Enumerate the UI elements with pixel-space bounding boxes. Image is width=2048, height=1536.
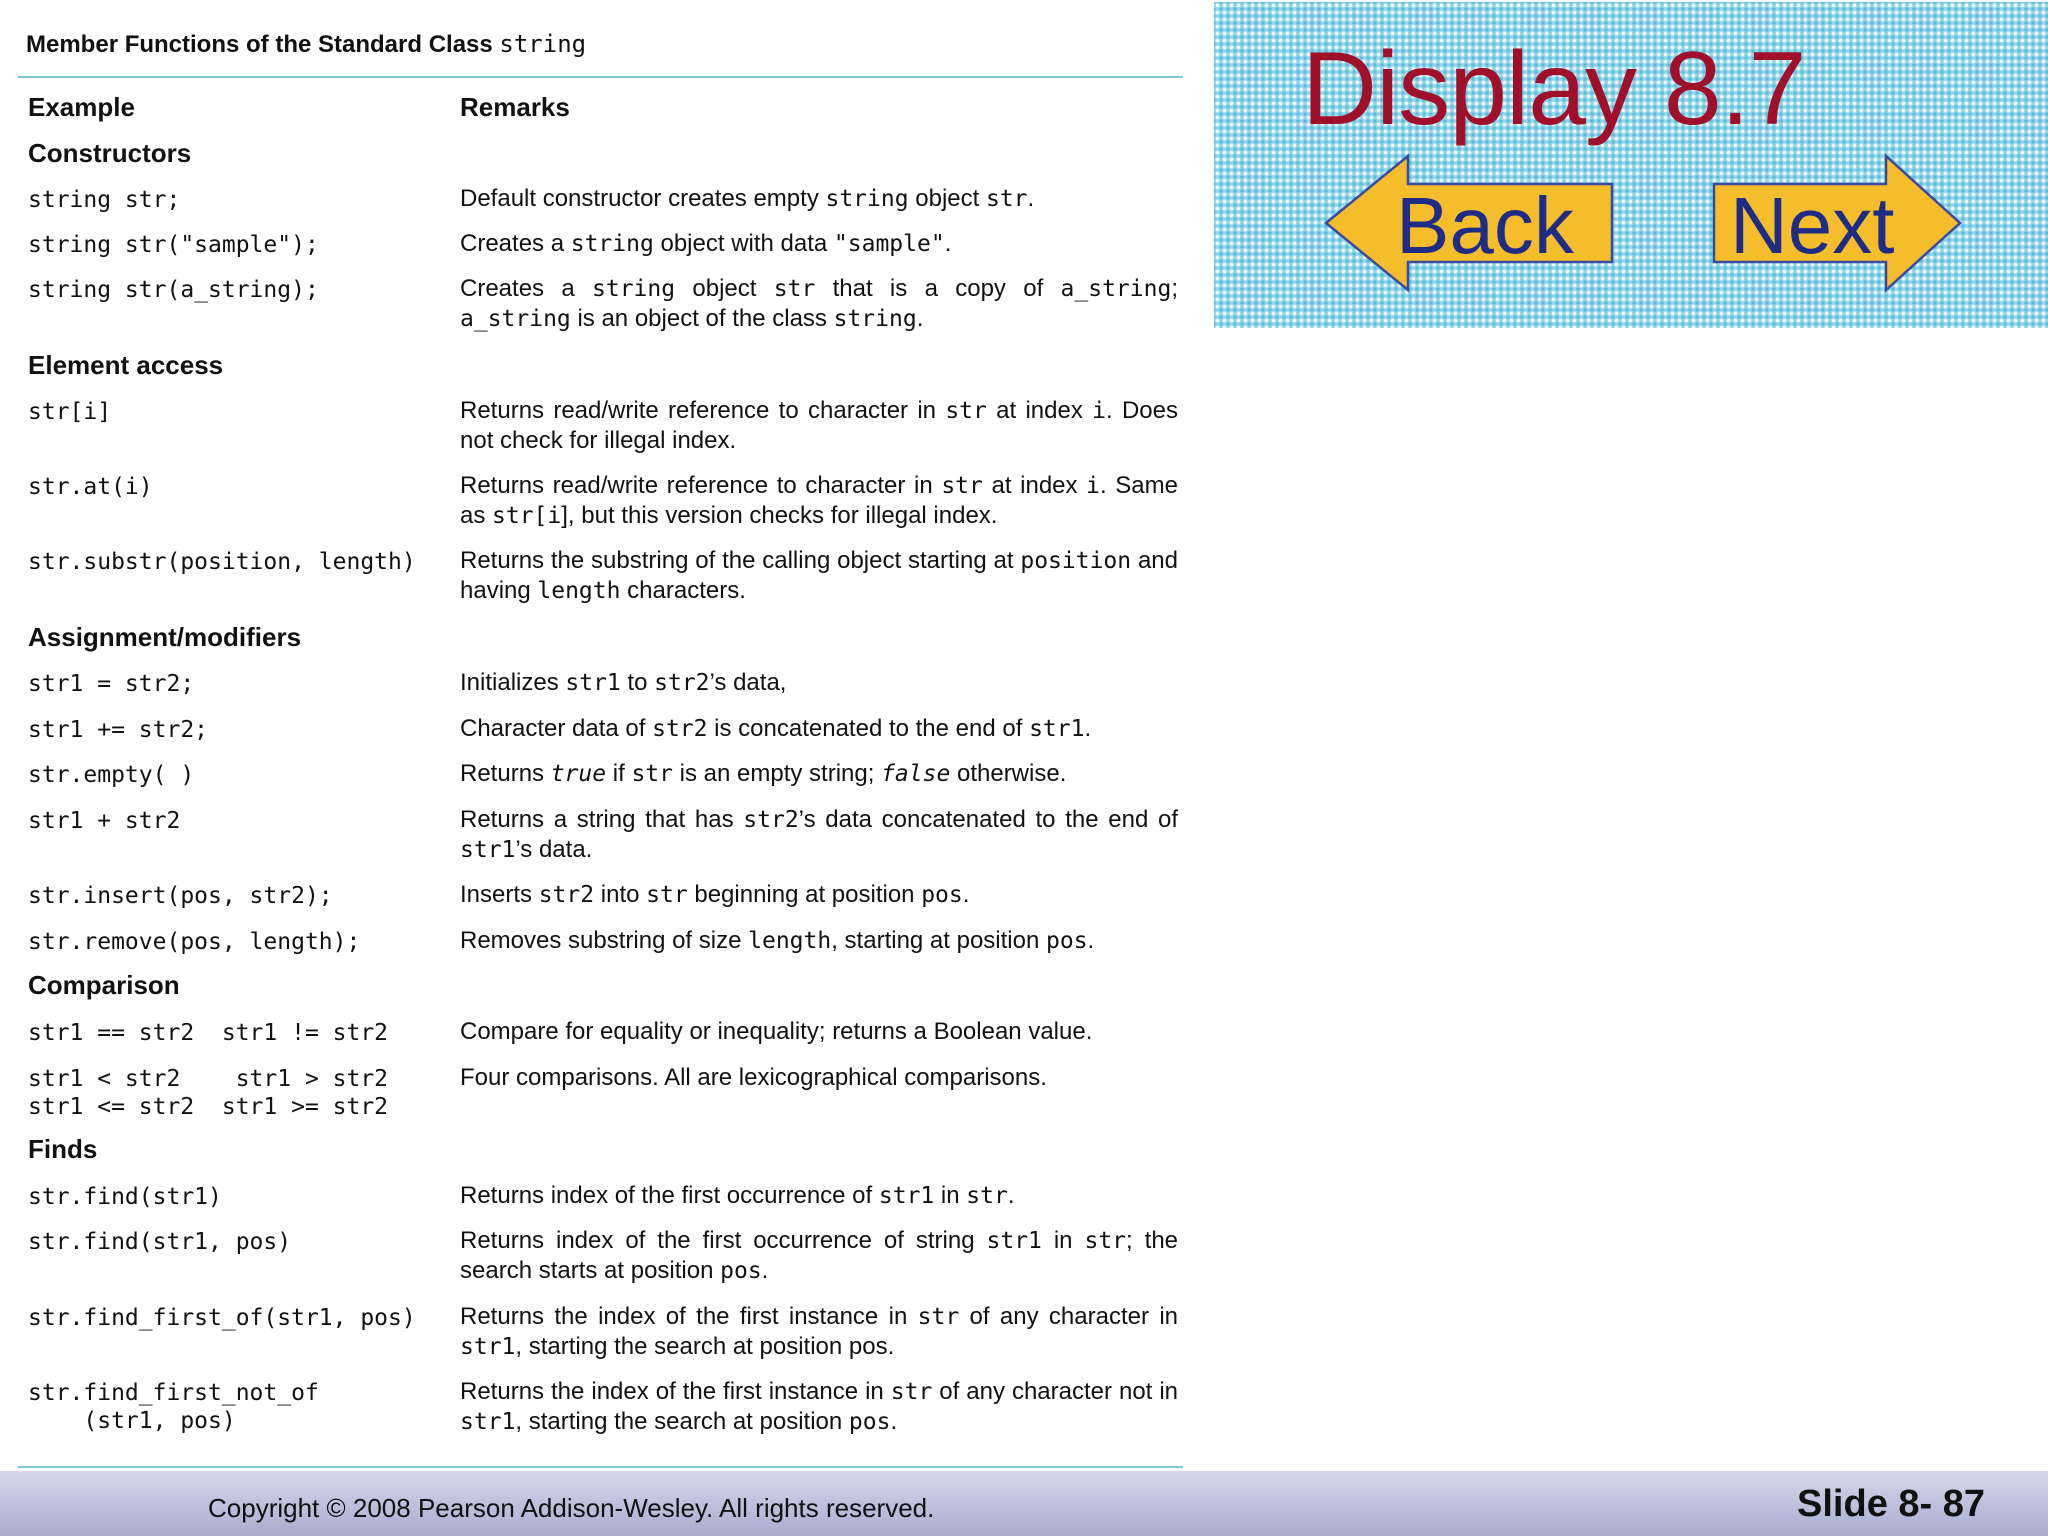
row-remark: Four comparisons. All are lexicographical comparisons.	[460, 1064, 1047, 1091]
row-remark: Character data of str2 is concatenated to the end of str1.	[460, 715, 1092, 742]
code-token: "sample"	[833, 231, 945, 257]
code-token: false	[881, 761, 951, 787]
code-token: str1	[565, 670, 621, 696]
code-token: str1	[460, 837, 516, 863]
row-example: str.find(str1)	[28, 1184, 222, 1210]
row-example: str1 < str2 str1 > str2 str1 <= str2 str1 >= str2	[28, 1066, 389, 1120]
row-remark: Returns true if str is an empty string; false otherwise.	[460, 760, 1067, 787]
code-token: string	[570, 231, 654, 257]
row-remark: Returns read/write reference to character in str at index i. Does not check for illegal index.	[460, 397, 1178, 454]
code-token: i	[1092, 398, 1106, 424]
row-remark: Inserts str2 into str beginning at position pos.	[460, 881, 970, 908]
row-example: str[i]	[28, 399, 112, 425]
back-label: Back	[1396, 181, 1574, 270]
copyright-text: Copyright © 2008 Pearson Addison-Wesley. All rights reserved.	[208, 1493, 935, 1523]
row-remark: Returns the substring of the calling object starting at position and having length characters.	[460, 547, 1178, 604]
table-title	[26, 30, 586, 59]
slide-number: Slide 8- 87	[1797, 1483, 1985, 1525]
code-token: str	[890, 1379, 933, 1405]
code-token: pos	[848, 1409, 891, 1435]
code-token: str	[773, 276, 816, 302]
header-example: Example	[28, 92, 135, 122]
code-token: position	[1020, 548, 1132, 574]
row-remark: Returns a string that has str2’s data concatenated to the end of str1’s data.	[460, 806, 1179, 863]
row-example: string str(a_string);	[28, 277, 319, 303]
slide-footer	[0, 1471, 2048, 1536]
row-example: str.at(i)	[28, 474, 153, 500]
code-token: str1	[986, 1228, 1042, 1254]
row-remark: Returns index of the first occurrence of string str1 in str; the search starts at position pos.	[460, 1227, 1179, 1284]
member-functions-table	[18, 0, 1183, 1470]
code-token: str	[646, 882, 688, 908]
code-token: str2	[538, 882, 595, 908]
display-banner	[1214, 2, 2048, 328]
row-example: str.insert(pos, str2);	[28, 883, 333, 909]
code-token: str1	[460, 1409, 516, 1435]
section-element-access: Element access	[28, 350, 224, 380]
section-finds: Finds	[28, 1134, 98, 1164]
code-token: a_string	[460, 306, 571, 332]
code-token: str	[945, 398, 987, 424]
table-title-code: string	[499, 30, 587, 58]
code-token: str	[985, 186, 1028, 212]
next-button[interactable]	[1712, 152, 1962, 294]
row-example: str1 == str2 str1 != str2	[28, 1020, 389, 1046]
code-token: str2	[743, 807, 799, 833]
row-remark: Returns index of the first occurrence of str1 in str.	[460, 1182, 1015, 1209]
table-title-text: Member Functions of the Standard Class	[26, 31, 493, 58]
row-remark: Creates a string object with data "sample".	[460, 230, 952, 257]
header-remarks: Remarks	[460, 92, 570, 122]
row-example: str.remove(pos, length);	[28, 929, 361, 955]
row-example: string str("sample");	[28, 232, 319, 258]
row-example: str.find(str1, pos)	[28, 1229, 292, 1255]
code-token: i	[1086, 473, 1100, 499]
code-token: str1	[878, 1183, 935, 1209]
code-token: a_string	[1060, 276, 1172, 302]
code-token: pos	[1046, 928, 1088, 954]
row-remark: Compare for equality or inequality; returns a Boolean value.	[460, 1018, 1093, 1045]
code-token: string	[833, 306, 917, 332]
code-token: str2	[654, 670, 710, 696]
code-token: str	[966, 1183, 1008, 1209]
row-example: str1 += str2;	[28, 717, 209, 743]
code-token: string	[592, 276, 676, 302]
section-constructors: Constructors	[28, 138, 192, 168]
code-token: length	[748, 928, 832, 954]
row-example: str.find_first_of(str1, pos)	[28, 1305, 416, 1331]
row-remark: Default constructor creates empty string object str.	[460, 185, 1035, 212]
row-remark: Returns the index of the first instance in str of any character in str1, starting the search at position pos.	[460, 1303, 1178, 1360]
row-example: str.find_first_not_of (str1, pos)	[28, 1380, 319, 1434]
next-label: Next	[1730, 181, 1895, 270]
code-token: pos	[921, 882, 963, 908]
row-remark: Returns read/write reference to character in str at index i. Same as str[i], but this version checks for illegal index.	[460, 472, 1178, 529]
section-assignment-modifiers: Assignment/modifiers	[28, 622, 302, 652]
code-token: str	[941, 473, 983, 499]
code-token: str1	[460, 1334, 516, 1360]
row-example: string str;	[28, 187, 181, 213]
code-token: string	[825, 186, 909, 212]
row-remark: Initializes str1 to str2’s data,	[460, 669, 787, 696]
row-remark: Removes substring of size length, starting at position pos.	[460, 927, 1095, 954]
code-token: length	[537, 578, 621, 604]
code-token: str	[631, 761, 673, 787]
bottom-rule	[18, 1466, 1183, 1468]
code-token: str[i	[492, 503, 562, 529]
code-token: str1	[1029, 716, 1085, 742]
row-example: str1 + str2	[28, 808, 181, 834]
row-example: str.empty( )	[28, 762, 195, 788]
code-token: str	[1084, 1228, 1127, 1254]
row-remark: Returns the index of the first instance in str of any character not in str1, starting the search at position pos.	[460, 1378, 1179, 1435]
row-remark: Creates a string object str that is a copy of a_string; a_string is an object of the class string.	[460, 275, 1178, 332]
code-token: true	[550, 761, 607, 787]
row-example: str1 = str2;	[28, 671, 195, 697]
top-rule	[18, 76, 1183, 78]
code-token: pos	[720, 1258, 762, 1284]
section-comparison: Comparison	[28, 970, 180, 1000]
code-token: str2	[652, 716, 708, 742]
row-example: str.substr(position, length)	[28, 549, 416, 575]
back-button[interactable]	[1324, 152, 1614, 294]
code-token: str	[917, 1304, 960, 1330]
display-title: Display 8.7	[1302, 31, 1806, 147]
